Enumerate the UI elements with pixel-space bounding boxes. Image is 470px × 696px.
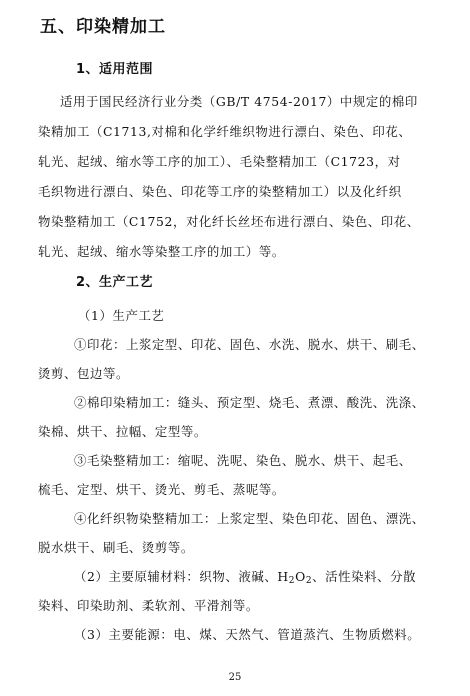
materials-text-a: （2）主要原辅材料：织物、液碱、H (74, 569, 289, 584)
scope-heading: 1、适用范围 (76, 62, 154, 77)
process-heading: 2、生产工艺 (76, 275, 154, 290)
process-line-1: ①印花：上浆定型、印花、固色、水洗、脱水、烘干、刷毛、 (74, 337, 425, 352)
scope-line-3: 轧光、起绒、缩水等工序的加工）、毛染整精加工（C1723，对 (38, 154, 401, 169)
process-line-2: 烫剪、包边等。 (38, 366, 129, 381)
materials-subscript-2: 2 (305, 576, 313, 586)
materials-line-2: 染料、印染助剂、柔软剂、平滑剂等。 (38, 598, 259, 613)
process-sub-heading: （1）生产工艺 (78, 308, 165, 323)
scope-line-4: 毛织物进行漂白、染色、印花等工序的染整精加工）以及化纤织 (38, 184, 402, 199)
scope-line-2: 染精加工（C1713,对棉和化学纤维织物进行漂白、染色、印花、 (38, 124, 412, 139)
materials-text-b: O (295, 569, 306, 584)
section-title: 五、印染精加工 (40, 17, 166, 37)
process-line-5: ③毛染整精加工：缩呢、洗呢、染色、脱水、烘干、起毛、 (74, 453, 412, 468)
scope-line-6: 轧光、起绒、缩水等染整工序的加工）等。 (38, 244, 285, 259)
process-line-8: 脱水烘干、刷毛、烫剪等。 (38, 540, 194, 555)
scope-line-5: 物染整精加工（C1752，对化纤长丝坯布进行漂白、染色、印花、 (38, 214, 420, 229)
materials-subscript-1: 2 (288, 576, 296, 586)
process-line-3: ②棉印染精加工：缝头、预定型、烧毛、煮漂、酸洗、洗涤、 (74, 395, 425, 410)
process-line-6: 梳毛、定型、烘干、烫光、剪毛、蒸呢等。 (38, 482, 285, 497)
scope-line-1: 适用于国民经济行业分类（GB/T 4754-2017）中规定的棉印 (60, 94, 418, 109)
page-number: 25 (228, 672, 242, 683)
materials-text-c: 、活性染料、分散 (312, 569, 417, 584)
energy-line: （3）主要能源：电、煤、天然气、管道蒸汽、生物质燃料。 (74, 627, 421, 642)
process-line-4: 染棉、烘干、拉幅、定型等。 (38, 424, 207, 439)
process-line-7: ④化纤织物染整精加工：上浆定型、染色印花、固色、漂洗、 (74, 511, 425, 526)
materials-line-1 (74, 567, 416, 586)
